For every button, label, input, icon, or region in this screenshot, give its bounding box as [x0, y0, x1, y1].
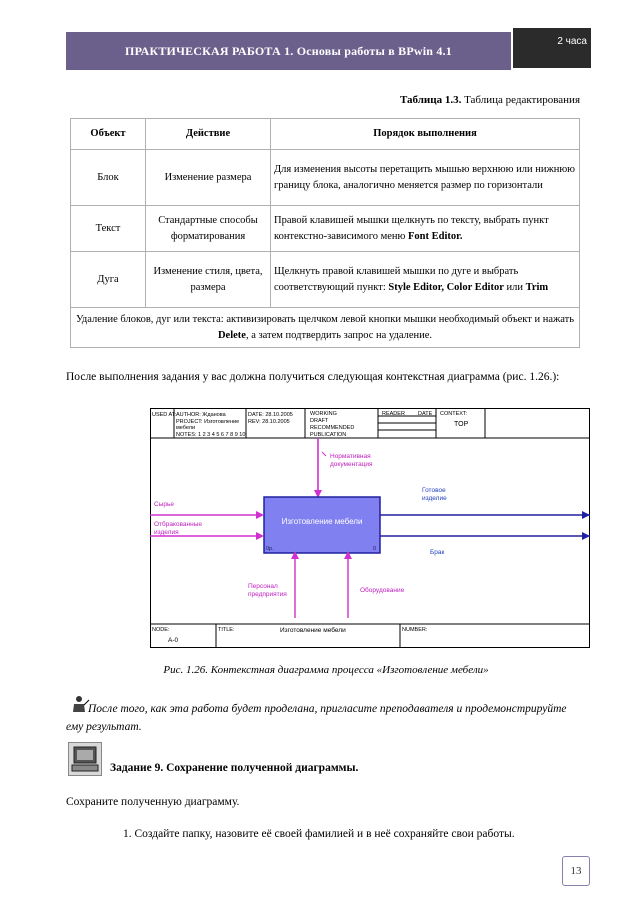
table-row [71, 150, 580, 206]
diagram-reader: READER [382, 411, 405, 417]
footer-text: Удаление блоков, дуг или текста: активизировать щелчком левой кнопки мышки необходимый объект и нажать [75, 314, 575, 326]
output-label-1: Готовое [422, 487, 446, 494]
hours-label: 2 часа [557, 36, 587, 47]
diagram-notes: NOTES: 1 2 3 4 5 6 7 8 9 10 [176, 432, 246, 438]
task-title: Задание 9. Сохранение полученной диаграммы. [110, 762, 359, 774]
diagram-used-at: USED AT: [152, 412, 177, 418]
diagram-draft: DRAFT [310, 418, 329, 424]
input-label-1: Сырье [154, 501, 174, 508]
table-header-row [71, 119, 580, 150]
cell-object: Текст [71, 206, 146, 252]
diagram-author: AUTHOR: Жданова [176, 412, 226, 418]
edit-table [70, 118, 580, 348]
procedure-text: Щелкнуть правой клавишей мышки по дуге и выбрать соответствующий пункт: [274, 266, 519, 293]
header-object: Объект [71, 119, 146, 150]
teacher-note: После того, как эта работа будет проделана, пригласите преподавателя и продемонстрируйте ему результат. [66, 703, 567, 734]
cell-procedure: Для изменения высоты перетащить мышью верхнюю или нижнюю границу блока, аналогично меняется размер по горизонтали [271, 150, 580, 206]
procedure-text: или [503, 281, 526, 293]
diagram-node-value: A-0 [168, 637, 179, 644]
diagram-date-2: DATE [418, 411, 433, 417]
cell-object: Блок [71, 150, 146, 206]
input-label-3: изделия [154, 529, 179, 536]
cell-action: Стандартные способы форматирования [146, 206, 271, 252]
footer-cell [71, 308, 580, 348]
diagram-context: CONTEXT: [440, 411, 468, 417]
output-label-3: Брак [430, 549, 445, 556]
diagram-title-value: Изготовление мебели [280, 627, 346, 634]
footer-text: , а затем подтвердить запрос на удаление. [245, 329, 433, 341]
cell-action: Изменение размера [146, 150, 271, 206]
diagram-publication: PUBLICATION [310, 432, 347, 438]
cell-object: Дуга [71, 252, 146, 308]
diagram-date: DATE: 28.10.2005 [248, 412, 293, 418]
procedure-bold: Trim [525, 281, 549, 293]
cell-action: Изменение стиля, цвета, размера [146, 252, 271, 308]
procedure-bold: Font Editor. [408, 230, 463, 242]
diagram-node: NODE: [152, 627, 170, 633]
footer-bold: Delete [217, 329, 246, 341]
cell-procedure [271, 206, 580, 252]
diagram-project: PROJECT: Изготовление [176, 419, 240, 425]
mechanism-label-3: Оборудование [360, 587, 405, 594]
diagram-recommended: RECOMMENDED [310, 425, 355, 431]
diagram-title-label: TITLE: [218, 627, 235, 633]
context-diagram [150, 408, 590, 648]
diagram-working: WORKING [310, 411, 337, 417]
table-footer-row [71, 308, 580, 348]
process-box-corner: 0р. [266, 546, 274, 552]
mechanism-label-2: предприятия [248, 591, 287, 598]
control-label: Нормативная [330, 453, 371, 460]
input-label-2: Отбракованные [154, 521, 202, 528]
table-caption-number: Таблица 1.3. [399, 94, 462, 106]
paragraph-after-table: После выполнения задания у вас должна получиться следующая контекстная диаграмма (рис. 1.26.): [66, 371, 560, 383]
page-number: 13 [562, 856, 590, 886]
diagram-project-2: мебели [176, 425, 196, 431]
header-procedure: Порядок выполнения [271, 119, 580, 150]
table-row [71, 206, 580, 252]
table-row [71, 252, 580, 308]
control-label-2: документация [330, 461, 373, 468]
procedure-bold: Style Editor, Color Editor [388, 281, 504, 293]
mechanism-label-1: Персонал [248, 583, 278, 590]
hours-badge [513, 28, 591, 68]
table-caption-text: Таблица редактирования [461, 94, 580, 106]
diagram-top: TOP [454, 421, 469, 428]
process-box-label: Изготовление мебели [281, 517, 363, 526]
computer-icon [68, 742, 102, 776]
save-text: Сохраните полученную диаграмму. [66, 796, 240, 808]
process-box-number: 0 [373, 546, 377, 552]
header-action: Действие [146, 119, 271, 150]
list-item: 1. Создайте папку, назовите её своей фамилией и в неё сохраняйте свои работы. [123, 828, 515, 840]
diagram-rev: REV: 28.10.2005 [248, 419, 290, 425]
output-label-2: изделие [422, 495, 447, 502]
table-caption [260, 94, 580, 106]
cell-procedure [271, 252, 580, 308]
figure-caption: Рис. 1.26. Контекстная диаграмма процесса «Изготовление мебели» [163, 664, 489, 676]
procedure-text: Правой клавишей мышки щелкнуть по тексту, выбрать пункт контекстно-зависимого меню [274, 215, 549, 242]
diagram-number: NUMBER: [402, 627, 428, 633]
page-header-title: ПРАКТИЧЕСКАЯ РАБОТА 1. Основы работы в BPwin 4.1 [125, 44, 452, 58]
